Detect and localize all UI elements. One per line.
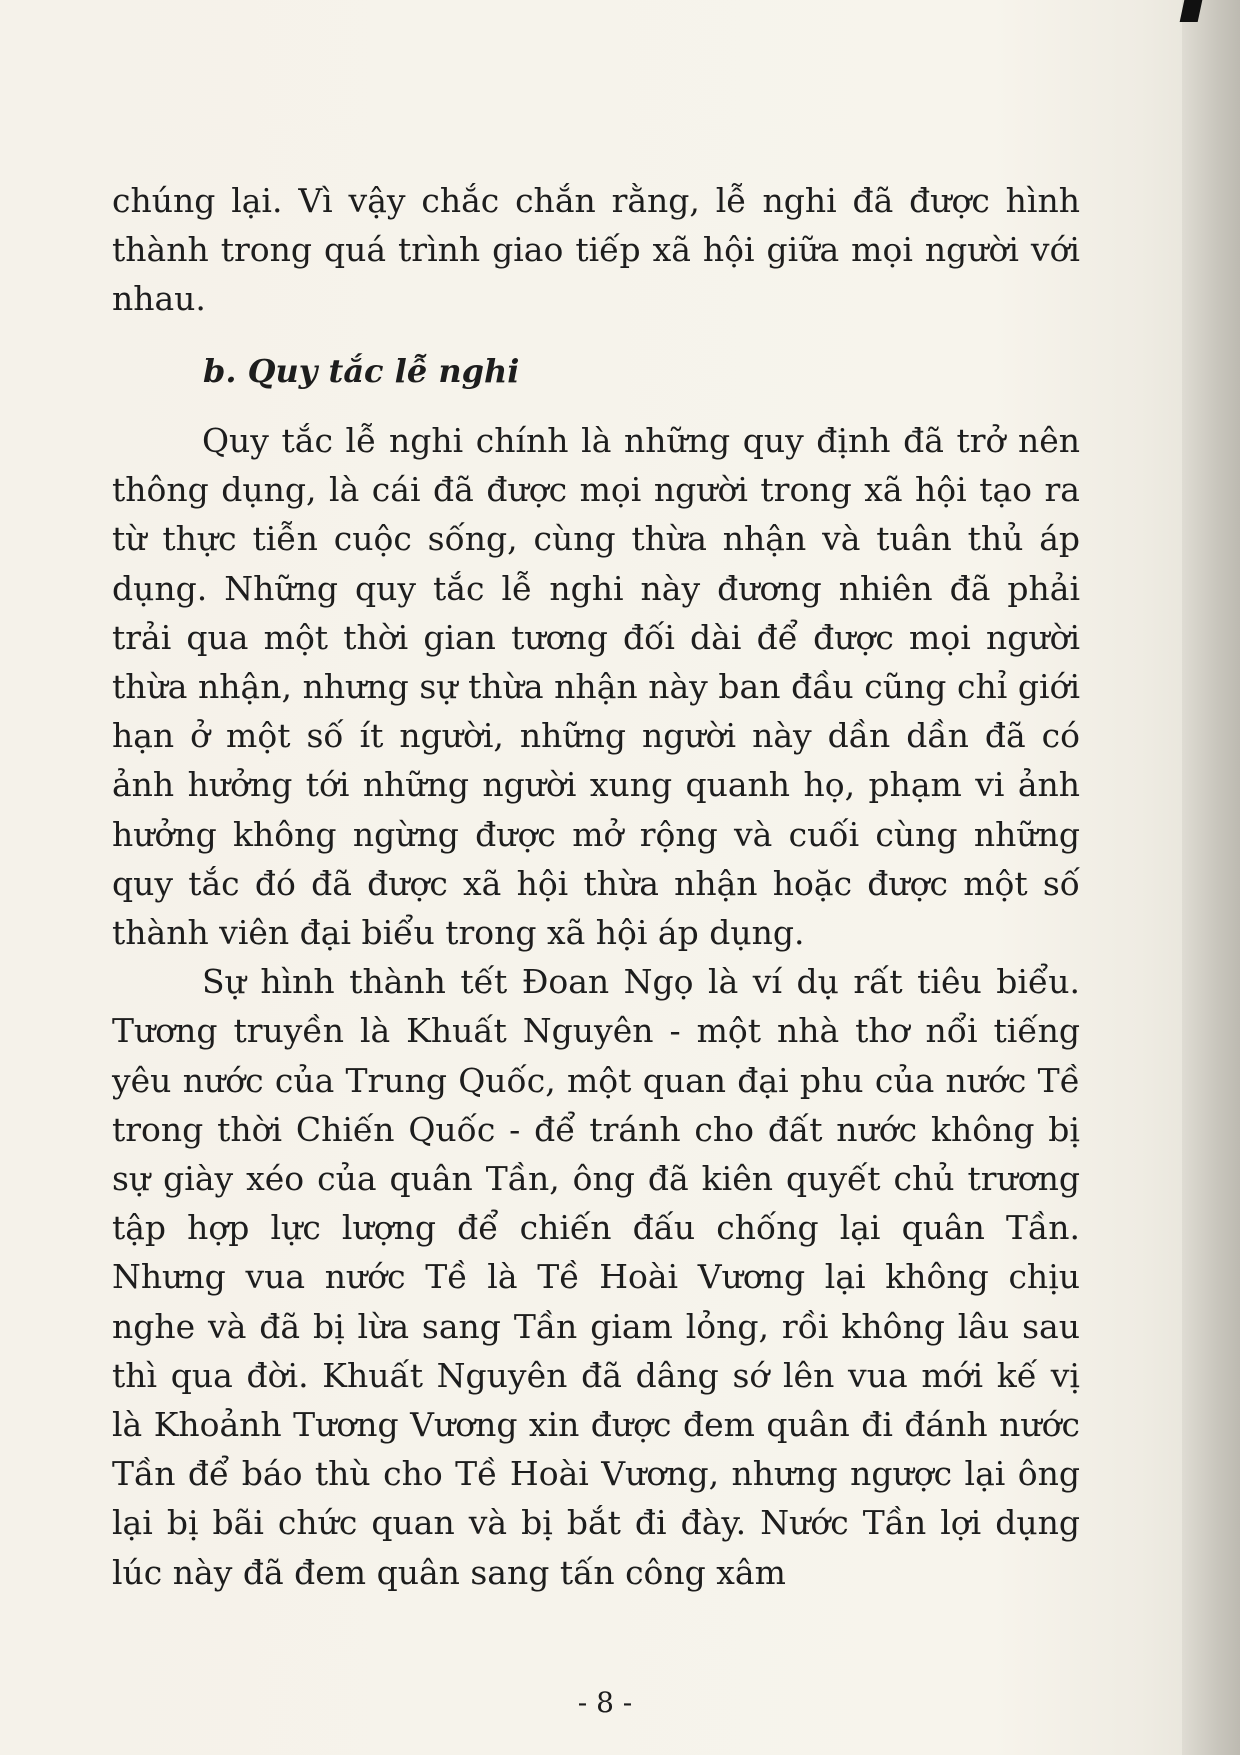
rules-paragraph: Quy tắc lễ nghi chính là những quy định đã trở nên thông dụng, là cái đã được mọi người trong xã hội tạo ra từ thực tiễn cuộc sống, cùng thừa nhận và tuân thủ áp dụng. Những quy tắc lễ nghi này đương nhiên đã phải trải qua một thời gian tương đối dài để được mọi người thừa nhận, nhưng sự thừa nhận này ban đầu cũng chỉ giới hạn ở một số ít người, những người này dần dần đã có ảnh hưởng tới những người xung quanh họ, phạm vi ảnh hưởng không ngừng được mở rộng và cuối cùng những quy tắc đó đã được xã hội thừa nhận hoặc được một số thành viên đại biểu trong xã hội áp dụng. xyxy=(112,421,1080,953)
body-text xyxy=(112,416,1080,1597)
page-binding-edge xyxy=(1182,0,1240,1755)
section-heading: b. Quy tắc lễ nghi xyxy=(203,352,520,390)
page-number: - 8 - xyxy=(577,1686,633,1719)
intro-paragraph-block xyxy=(112,176,1080,324)
example-paragraph: Sự hình thành tết Đoan Ngọ là ví dụ rất tiêu biểu. Tương truyền là Khuất Nguyên - một nhà thơ nổi tiếng yêu nước của Trung Quốc, một quan đại phu của nước Tề trong thời Chiến Quốc - để tránh cho đất nước không bị sự giày xéo của quân Tần, ông đã kiên quyết chủ trương tập hợp lực lượng để chiến đấu chống lại quân Tần. Nhưng vua nước Tề là Tề Hoài Vương lại không chịu nghe và đã bị lừa sang Tần giam lỏng, rồi không lâu sau thì qua đời. Khuất Nguyên đã dâng sớ lên vua mới kế vị là Khoảnh Tương Vương xin được đem quân đi đánh nước Tần để báo thù cho Tề Hoài Vương, nhưng ngược lại ông lại bị bãi chức quan và bị bắt đi đày. Nước Tần lợi dụng lúc này đã đem quân sang tấn công xâm xyxy=(112,962,1080,1592)
intro-paragraph: chúng lại. Vì vậy chắc chắn rằng, lễ nghi đã được hình thành trong quá trình giao tiếp xã hội giữa mọi người với nhau. xyxy=(112,181,1080,319)
